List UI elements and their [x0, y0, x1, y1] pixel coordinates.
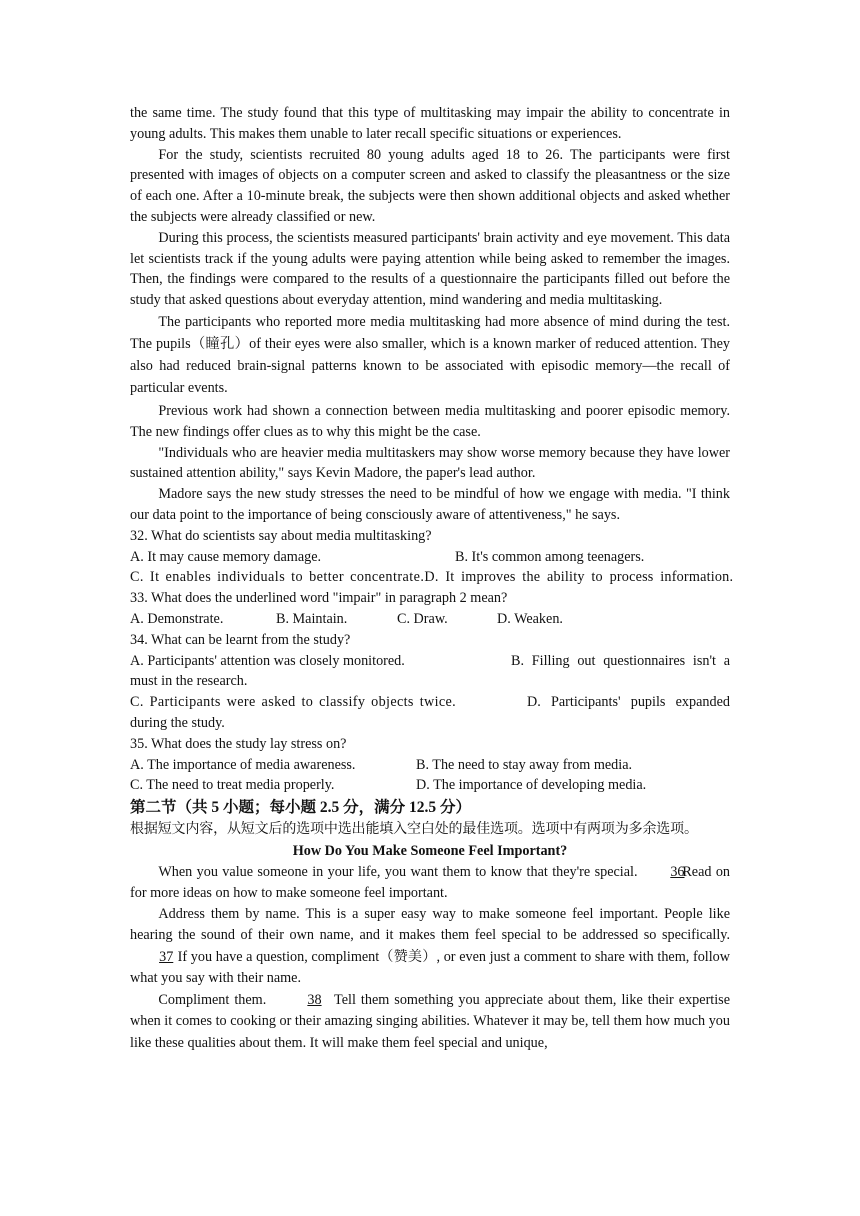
- question-34-option-b-cont: must in the research.: [130, 673, 248, 690]
- section-2-paragraph-3: [130, 990, 730, 1055]
- question-33: [130, 588, 730, 630]
- question-35-options-row-1: [130, 755, 730, 776]
- question-33-option-b[interactable]: B. Maintain.: [276, 610, 348, 627]
- page-content: [130, 103, 734, 1054]
- question-33-options: [130, 609, 730, 630]
- passage-paragraph-5: Previous work had shown a connection between media multitasking and poorer episodic memory. The new findings offer clues as to why this might be the case.: [130, 402, 730, 440]
- passage-paragraph-1: the same time. The study found that this type of multitasking may impair the ability to concentrate in young adults. This makes them unable to later recall specific situations or experiences.: [130, 105, 730, 142]
- section-2-paragraph-3-text-a: Compliment them.: [158, 991, 267, 1008]
- question-33-option-a[interactable]: A. Demonstrate.: [130, 610, 224, 627]
- question-34-option-d[interactable]: D. Participants' pupils expanded: [527, 694, 730, 711]
- blank-38[interactable]: 38: [307, 991, 322, 1008]
- blank-36[interactable]: 36: [670, 863, 685, 880]
- question-32-stem: 32. What do scientists say about media multitasking?: [130, 527, 432, 544]
- passage-paragraph-2: For the study, scientists recruited 80 young adults aged 18 to 26. The participants were first presented with images of objects on a computer screen and asked to classify the pleasantness or the size of each one. After a 10-minute break, the subjects were then shown additional objects and asked whether the subjects were already classified or new.: [130, 146, 730, 225]
- section-2-paragraph-2: [130, 904, 730, 990]
- question-32-option-c[interactable]: C. It enables individuals to better concentrate.: [130, 569, 425, 586]
- passage-paragraph-4: The participants who reported more media multitasking had more absence of mind during the test. The pupils（瞳孔）of their eyes were also smaller, which is a known marker of reduced attention. They also had reduced brain-signal patterns known to be associated with episodic memory—the recall of particular events.: [130, 313, 730, 396]
- question-35-option-a[interactable]: A. The importance of media awareness.: [130, 756, 356, 773]
- question-34-option-d-cont: during the study.: [130, 714, 225, 731]
- question-35-option-c[interactable]: C. The need to treat media properly.: [130, 777, 335, 794]
- question-33-option-d[interactable]: D. Weaken.: [497, 610, 563, 627]
- section-2-paragraph-1: [130, 862, 730, 904]
- passage-paragraph-6: "Individuals who are heavier media multitaskers may show worse memory because they have lower sustained attention ability," says Kevin Madore, the paper's lead author.: [130, 444, 730, 482]
- question-35-option-d[interactable]: D. The importance of developing media.: [416, 777, 647, 794]
- question-34-option-c[interactable]: C. Participants were asked to classify objects twice.: [130, 694, 457, 711]
- passage-paragraph-7: Madore says the new study stresses the need to be mindful of how we engage with media. "I think our data point to the importance of being consciously aware of attentiveness," he says.: [130, 486, 730, 523]
- section-2-paragraph-3-text-b: Tell them something you appreciate about them, like their expertise when it comes to cooking or their amazing singing abilities. Whatever it may be, tell them how much you like these qualities about them. It will make them feel special and unique,: [130, 991, 730, 1051]
- section-2-instructions: 根据短文内容，从短文后的选项中选出能填入空白处的最佳选项。选项中有两项为多余选项。: [130, 822, 698, 838]
- question-32-option-b[interactable]: B. It's common among teenagers.: [455, 548, 645, 565]
- section-2-paragraph-1-text-a: When you value someone in your life, you want them to know that they're special.: [158, 863, 638, 880]
- section-2-paragraph-2-text-a: Address them by name. This is a super easy way to make someone feel important. People like hearing the sound of their own name, and it makes them feel special to be addressed so specifically.: [130, 905, 730, 943]
- blank-37[interactable]: 37: [159, 948, 174, 965]
- question-35-stem: 35. What does the study lay stress on?: [130, 735, 347, 752]
- question-33-stem: 33. What does the underlined word "impair" in paragraph 2 mean?: [130, 590, 508, 607]
- section-2-paragraph-1-text-b: Read on for more ideas on how to make someone feel important.: [130, 863, 731, 901]
- question-32-option-d[interactable]: D. It improves the ability to process information.: [424, 569, 734, 586]
- section-2-paragraph-2-text-b: If you have a question, compliment（赞美）, or even just a comment to share with them, follow what you say with their name.: [130, 948, 731, 986]
- question-34-option-b[interactable]: B. Filling out questionnaires isn't a: [511, 652, 730, 669]
- passage-title: How Do You Make Someone Feel Important?: [292, 843, 568, 860]
- question-35-options-row-2: [130, 775, 730, 796]
- question-34-option-a[interactable]: A. Participants' attention was closely monitored.: [130, 652, 405, 669]
- question-33-option-c[interactable]: C. Draw.: [397, 610, 448, 627]
- question-35-option-b[interactable]: B. The need to stay away from media.: [416, 756, 633, 773]
- question-32-options-row-1: [130, 547, 730, 568]
- question-32-options-row-2: [130, 567, 734, 588]
- question-32-option-a[interactable]: A. It may cause memory damage.: [130, 548, 322, 565]
- question-35: [130, 734, 730, 796]
- question-32: [130, 526, 734, 588]
- section-2-heading: 第二节（共 5 小题；每小题 2.5 分，满分 12.5 分）: [130, 799, 472, 817]
- question-34: [130, 630, 730, 734]
- passage-paragraph-3: During this process, the scientists measured participants' brain activity and eye movement. This data let scientists track if the young adults were paying attention while being asked to remember the images. Then, the findings were compared to the results of a questionnaire the participants filled out before the study that asked questions about everyday attention, mind wandering and media multitasking.: [130, 229, 730, 309]
- question-34-stem: 34. What can be learnt from the study?: [130, 631, 351, 648]
